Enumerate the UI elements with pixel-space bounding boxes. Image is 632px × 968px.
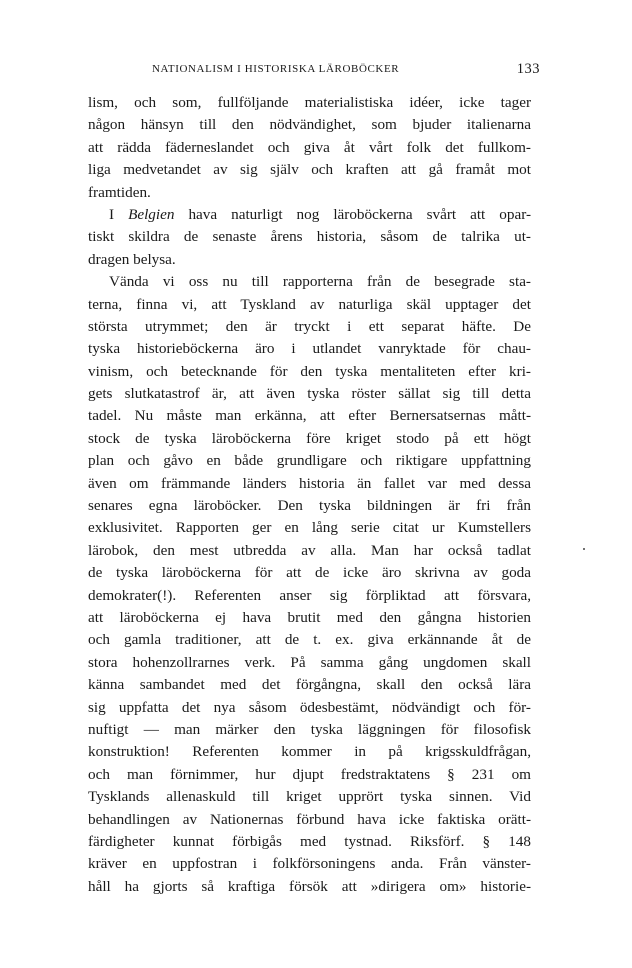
running-head — [88, 63, 540, 83]
text-line: nuftigt — man märker den tyska läggningen för filosofisk — [88, 720, 531, 738]
text-line: tyska historieböckerna äro i utlandet vanryktade för chau- — [88, 340, 531, 358]
text-line: plan och gåvo en både grundligare och riktigare uppfattning — [88, 452, 531, 470]
text-line: lärobok, den mest utbredda av alla. Man har också tadlat — [88, 541, 531, 559]
body-text — [88, 92, 531, 898]
text-line: stock de tyska läroböckerna före kriget stodo på ett högt — [88, 429, 531, 447]
text-line: tiskt skildra de senaste årens historia, såsom de talrika ut- — [88, 228, 531, 246]
text-line: liga medvetandet av sig själv och kraften att gå framåt mot — [88, 161, 531, 179]
page-number: 133 — [516, 61, 540, 77]
text-line: Tysklands allenaskuld till kriget upprört tyska sinnen. Vid — [88, 788, 531, 806]
text-line-prefix: I — [109, 205, 129, 223]
text-line: och man förnimmer, hur djupt fredstraktatens § 231 om — [88, 765, 531, 783]
text-line: terna, finna vi, att Tyskland av naturliga skäl upptager det — [88, 295, 531, 313]
text-line: känna sambandet med det förgångna, skall den också lära — [88, 676, 531, 694]
text-line: de tyska läroböckerna för att de icke äro skrivna av goda — [88, 564, 531, 582]
text-line: stora hohenzollrarnes verk. På samma gång ungdomen skall — [88, 653, 531, 671]
text-line: behandlingen av Nationernas förbund hava icke faktiska orätt- — [88, 810, 531, 828]
text-line: lism, och som, fullföljande materialistiska idéer, icke tager — [88, 94, 531, 111]
text-line: kräver en uppfostran i folkförsoningens anda. Från vänster- — [88, 855, 531, 873]
text-line: även om främmande länders historia än fallet var med dessa — [88, 474, 531, 492]
text-line: håll ha gjorts så kraftiga försök att »dirigera om» historie- — [88, 877, 531, 895]
text-line — [88, 204, 531, 226]
text-line: senares egna läroböcker. Den tyska bildningen är fri från — [88, 497, 531, 515]
text-line: att läroböckerna ej hava brutit med den gångna historien — [88, 608, 531, 626]
text-line: Vända vi oss nu till rapporterna från de besegrade sta- — [109, 273, 531, 291]
text-line: sig uppfatta det nya såsom ödesbestämt, nödvändigt och för- — [88, 698, 531, 716]
text-line: konstruktion! Referenten kommer in på krigsskuldfrågan, — [88, 743, 531, 761]
text-line: största utrymmet; den är tryckt i ett separat häfte. De — [88, 317, 531, 335]
text-line: framtiden. — [88, 183, 151, 201]
text-line-rest: hava naturligt nog läroböckerna svårt att opar- — [174, 205, 532, 223]
text-line: vinism, och betecknande för den tyska mentaliteten efter kri- — [88, 362, 531, 380]
text-line: och gamla traditioner, att de t. ex. giva erkännande åt de — [88, 631, 531, 649]
text-line: färdigheter kunnat förbigås med tystnad. Riksförf. § 148 — [88, 832, 531, 850]
text-line: någon hänsyn till den nödvändighet, som bjuder italienarna — [88, 116, 531, 134]
text-line: demokrater(!). Referenten anser sig förpliktad att försvara, — [88, 586, 531, 604]
text-line: gets slutkatastrof är, att även tyska röster sällat sig till detta — [88, 385, 531, 403]
text-line: tadel. Nu måste man erkänna, att efter Bernersatsernas mått- — [88, 407, 531, 425]
text-line: att rädda fäderneslandet och giva åt vårt folk det fullkom- — [88, 138, 531, 156]
italic-term: Belgien — [128, 205, 175, 223]
text-line: exklusivitet. Rapporten ger en lång serie citat ur Kumstellers — [88, 519, 531, 537]
text-line: dragen belysa. — [88, 250, 176, 268]
running-head-title: NATIONALISM I HISTORISKA LÄROBÖCKER — [152, 63, 400, 75]
stray-ink-mark — [583, 548, 585, 550]
